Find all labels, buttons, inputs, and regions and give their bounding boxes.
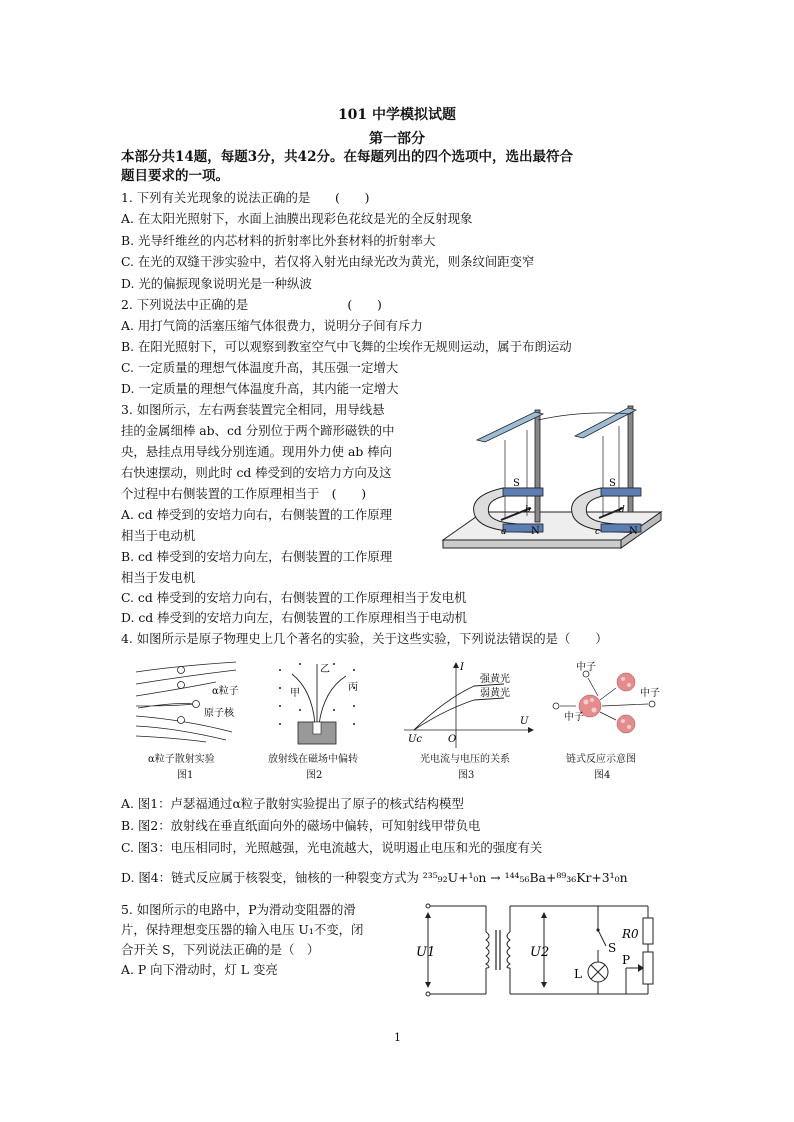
q5-stem-1: 5. 如图所示的电路中，P为滑动变阻器的滑: [121, 902, 356, 917]
q1-option-b: B. 光导纤维丝的内芯材料的折射率比外套材料的折射率大: [121, 233, 436, 248]
q3-stem-2: 挂的金属细棒 ab、cd 分别位于两个蹄形磁铁的中: [121, 423, 395, 438]
q1-option-d: D. 光的偏振现象说明光是一种纵波: [121, 276, 312, 291]
instructions-line-2: 题目要求的一项。: [121, 168, 229, 184]
q4-fig4-neutron-3: 中子: [564, 712, 584, 723]
q3-label-n2: N: [629, 526, 638, 537]
q3-option-b-cont: 相当于发电机: [121, 570, 196, 585]
q5-label-R0: R0: [622, 927, 639, 941]
exam-title: 101 中学模拟试题: [337, 107, 457, 123]
q4-fig3-photocurrent-graph: [404, 660, 534, 750]
q4-fig3-caption: 光电流与电压的关系: [420, 754, 510, 765]
q5-label-U2: U2: [530, 945, 550, 960]
q3-option-d: D. cd 棒受到的安培力向左，右侧装置的工作原理相当于电动机: [121, 610, 467, 625]
q4-option-c: C. 图3：电压相同时，光照越强，光电流越大，说明遏止电压和光的强度有关: [121, 840, 543, 855]
q5-circuit-figure: [416, 894, 661, 1004]
section-title: 第一部分: [369, 131, 425, 147]
q4-fig2-radiation-deflection: [272, 660, 362, 750]
q4-stem: 4. 如图所示是原子物理史上几个著名的实验，关于这些实验，下列说法错误的是（ ）: [121, 631, 608, 646]
q4-fig2-jia: 甲: [290, 688, 300, 699]
q4-fig4-chain-reaction: [548, 660, 668, 750]
q3-option-c: C. cd 棒受到的安培力向右，右侧装置的工作原理相当于发电机: [121, 590, 467, 605]
q4-option-b: B. 图2：放射线在垂直纸面向外的磁场中偏转，可知射线甲带负电: [121, 818, 481, 833]
q4-fig1-nucleus-label: 原子核: [204, 708, 234, 719]
q4-fig3-number: 图3: [458, 770, 475, 781]
q4-fig3-U: U: [520, 716, 529, 727]
q2-stem: 2. 下列说法中正确的是 ( ): [121, 297, 382, 312]
q4-fig1-alpha-scattering: [136, 662, 246, 742]
q5-stem-3: 合开关 S，下列说法正确的是（ ）: [121, 942, 320, 957]
q4-option-a: A. 图1：卢瑟福通过α粒子散射实验提出了原子的核式结构模型: [121, 796, 464, 811]
q4-fig3-weak: 弱黄光: [480, 688, 510, 699]
instructions-line-1: 本部分共14题，每题3分，共42分。在每题列出的四个选项中，选出最符合: [121, 149, 573, 165]
q4-fig4-neutron-2: 中子: [640, 688, 660, 699]
q3-label-s1: S: [513, 478, 520, 489]
q3-label-c: c: [595, 527, 601, 537]
q4-fig1-caption: α粒子散射实验: [148, 754, 215, 765]
q5-label-L: L: [574, 967, 582, 981]
q2-option-b: B. 在阳光照射下，可以观察到教室空气中飞舞的尘埃作无规则运动，属于布朗运动: [121, 339, 572, 354]
q3-label-a: a: [501, 527, 507, 537]
q4-fig3-I: I: [460, 662, 464, 673]
q2-option-a: A. 用打气筒的活塞压缩气体很费力，说明分子间有斥力: [121, 318, 423, 333]
q3-stem-4: 右快速摆动，则此时 cd 棒受到的安培力方向及这: [121, 465, 392, 480]
q3-stem-5: 个过程中右侧装置的工作原理相当于 ( ): [121, 486, 367, 501]
q4-fig1-alpha-label: α粒子: [212, 686, 239, 697]
q3-stem-1: 3. 如图所示，左右两套装置完全相同，用导线悬: [121, 402, 385, 417]
q5-option-a: A. P 向下滑动时，灯 L 变亮: [121, 962, 278, 977]
q4-fig3-O: O: [448, 734, 457, 745]
q5-label-U1: U1: [416, 945, 436, 960]
q4-fig2-number: 图2: [306, 770, 323, 781]
q2-option-d: D. 一定质量的理想气体温度升高，其内能一定增大: [121, 381, 399, 396]
q5-stem-2: 片，保持理想变压器的输入电压 U₁不变，闭: [121, 922, 364, 937]
q5-label-S: S: [608, 941, 617, 955]
q3-label-s2: S: [609, 478, 616, 489]
q3-option-b: B. cd 棒受到的安培力向左，右侧装置的工作原理: [121, 549, 393, 564]
q4-fig3-strong: 强黄光: [480, 674, 510, 685]
q3-option-a: A. cd 棒受到的安培力向右，右侧装置的工作原理: [121, 507, 393, 522]
q5-label-P: P: [622, 953, 631, 967]
q3-label-b: b: [525, 505, 531, 515]
q3-label-n1: N: [531, 526, 540, 537]
q4-fig2-yi: 乙: [320, 664, 330, 675]
q1-stem: 1. 下列有关光现象的说法正确的是 ( ): [121, 190, 370, 205]
q3-option-a-cont: 相当于电动机: [121, 528, 196, 543]
q1-option-c: C. 在光的双缝干涉实验中，若仅将入射光由绿光改为黄光，则条纹间距变窄: [121, 254, 535, 269]
q4-fig2-bing: 丙: [348, 682, 358, 693]
q4-fig3-Uc: Uc: [408, 734, 423, 745]
q4-fig4-number: 图4: [594, 770, 611, 781]
q4-fig2-caption: 放射线在磁场中偏转: [268, 754, 358, 765]
q4-option-d: D. 图4：链式反应属于核裂变，铀核的一种裂变方式为 ²³⁵₉₂U+¹₀n → ¹⁴⁴₅₆Ba+⁸⁹₃₆Kr+3¹₀n: [121, 870, 628, 885]
q3-stem-3: 央，悬挂点用导线分别连通。现用外力使 ab 棒向: [121, 444, 393, 459]
page-number: 1: [394, 1031, 401, 1044]
q2-option-c: C. 一定质量的理想气体温度升高，其压强一定增大: [121, 360, 399, 375]
q3-apparatus-figure: [443, 400, 663, 560]
q4-fig1-number: 图1: [177, 770, 194, 781]
q4-fig4-caption: 链式反应示意图: [566, 754, 636, 765]
q1-option-a: A. 在太阳光照射下，水面上油膜出现彩色花纹是光的全反射现象: [121, 211, 473, 226]
q3-label-d: d: [619, 505, 625, 515]
q4-fig4-neutron-1: 中子: [576, 662, 596, 673]
